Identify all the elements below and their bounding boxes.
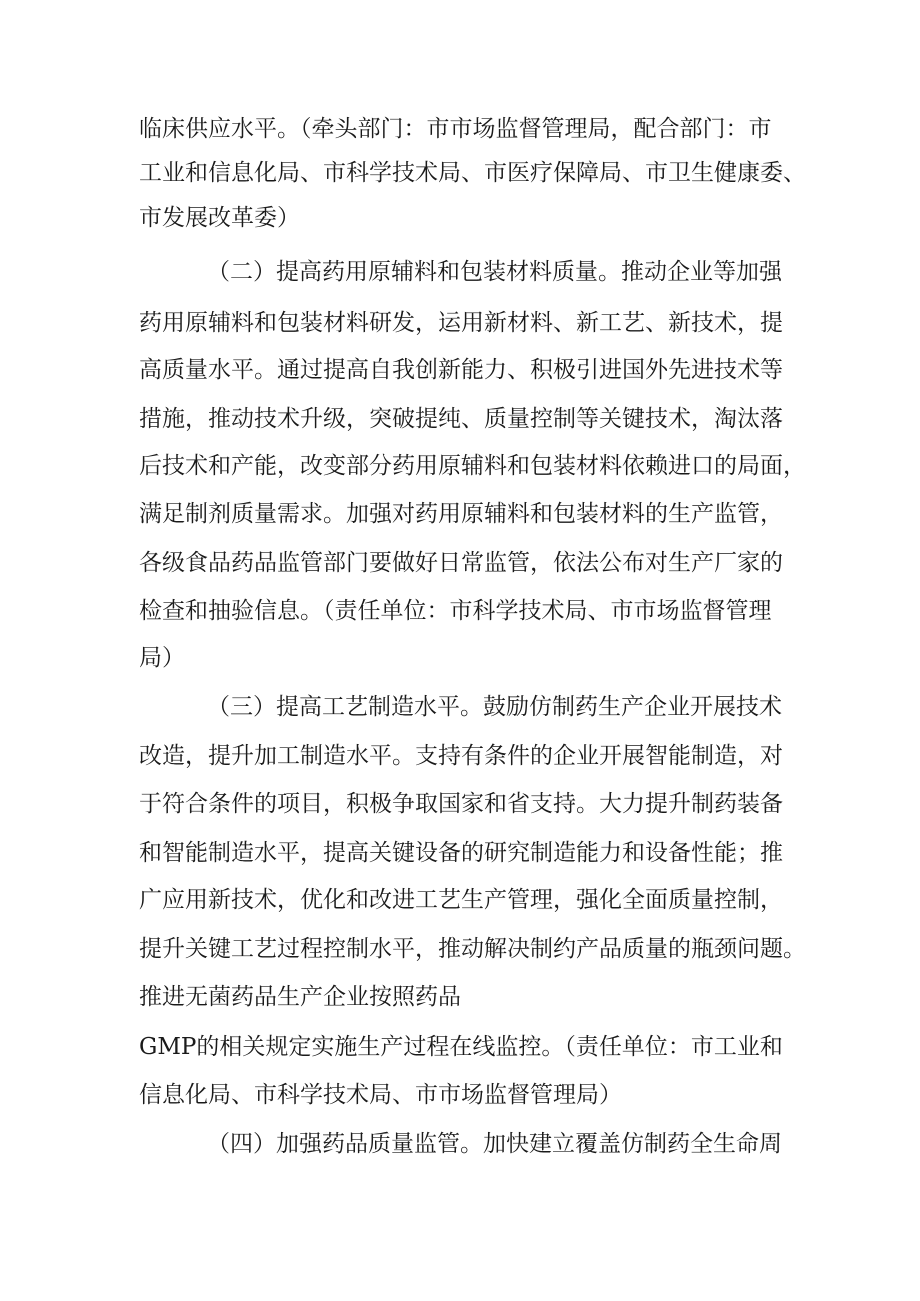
text-line: 市发展改革委） xyxy=(139,205,300,231)
paragraph-heading-line: （四）加强药品质量监管。加快建立覆盖仿制药全生命周 xyxy=(207,1131,782,1157)
text-line: 高质量水平。通过提高自我创新能力、积极引进国外先进技术等 xyxy=(139,357,783,383)
text-line: 广应用新技术，优化和改进工艺生产管理，强化全面质量控制， xyxy=(139,887,783,913)
text-line: 提升关键工艺过程控制水平，推动解决制约产品质量的瓶颈问题。 xyxy=(139,936,806,962)
text-line: 满足制剂质量需求。加强对药用原辅料和包装材料的生产监管， xyxy=(139,501,783,527)
text-line: 推进无菌药品生产企业按照药品 xyxy=(139,984,461,1010)
text-line: 信息化局、市科学技术局、市市场监督管理局） xyxy=(139,1082,622,1108)
text-line: 工业和信息化局、市科学技术局、市医疗保障局、市卫生健康委、 xyxy=(139,160,806,186)
text-line: 于符合条件的项目，积极争取国家和省支持。大力提升制药装备 xyxy=(139,791,783,817)
text-line: GMP的相关规定实施生产过程在线监控。（责任单位：市工业和 xyxy=(139,1034,783,1060)
text-line: 后技术和产能，改变部分药用原辅料和包装材料依赖进口的局面， xyxy=(139,453,806,479)
paragraph-heading-line: （二）提高药用原辅料和包装材料质量。推动企业等加强 xyxy=(207,259,782,285)
text-line: 局） xyxy=(139,645,185,671)
text-line: 临床供应水平。（牵头部门：市市场监督管理局，配合部门：市 xyxy=(139,116,772,142)
text-line: 改造，提升加工制造水平。支持有条件的企业开展智能制造，对 xyxy=(139,743,783,769)
text-line: 措施，推动技术升级，突破提纯、质量控制等关键技术，淘汰落 xyxy=(139,406,783,432)
text-line: 和智能制造水平，提高关键设备的研究制造能力和设备性能；推 xyxy=(139,840,783,866)
paragraph-heading-line: （三）提高工艺制造水平。鼓励仿制药生产企业开展技术 xyxy=(207,694,782,720)
text-line: 检查和抽验信息。（责任单位：市科学技术局、市市场监督管理 xyxy=(139,598,772,624)
text-line: 药用原辅料和包装材料研发，运用新材料、新工艺、新技术，提 xyxy=(139,310,783,336)
text-line: 各级食品药品监管部门要做好日常监管，依法公布对生产厂家的 xyxy=(139,550,783,576)
